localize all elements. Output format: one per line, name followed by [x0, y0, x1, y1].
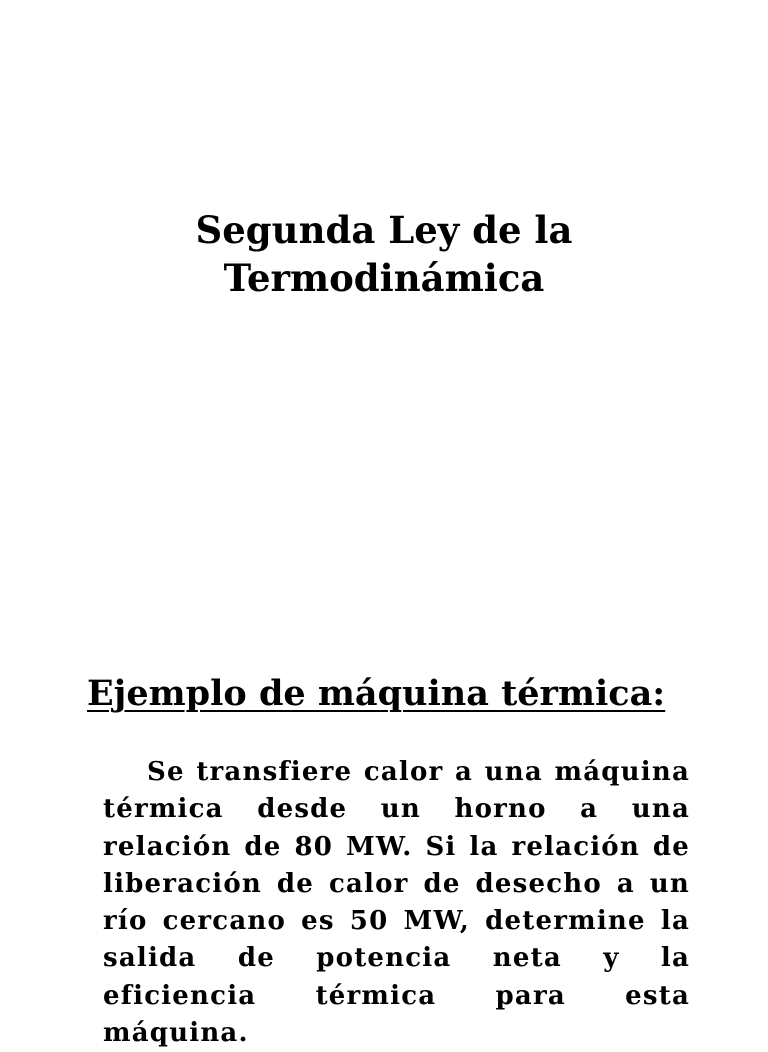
- title-line-2: Termodinámica: [223, 256, 545, 300]
- section-heading: Ejemplo de máquina térmica:: [87, 673, 666, 714]
- body-paragraph: Se transfiere calor a una máquina térmica desde un horno a una relación de 80 MW. Si la relación de liberación de calor de desecho a un río cercano es 50 MW, determine la salida de potencia neta y la eficiencia térmica para esta máquina.: [103, 757, 690, 1049]
- title-line-1: Segunda Ley de la: [195, 208, 573, 252]
- document-title: [0, 206, 768, 302]
